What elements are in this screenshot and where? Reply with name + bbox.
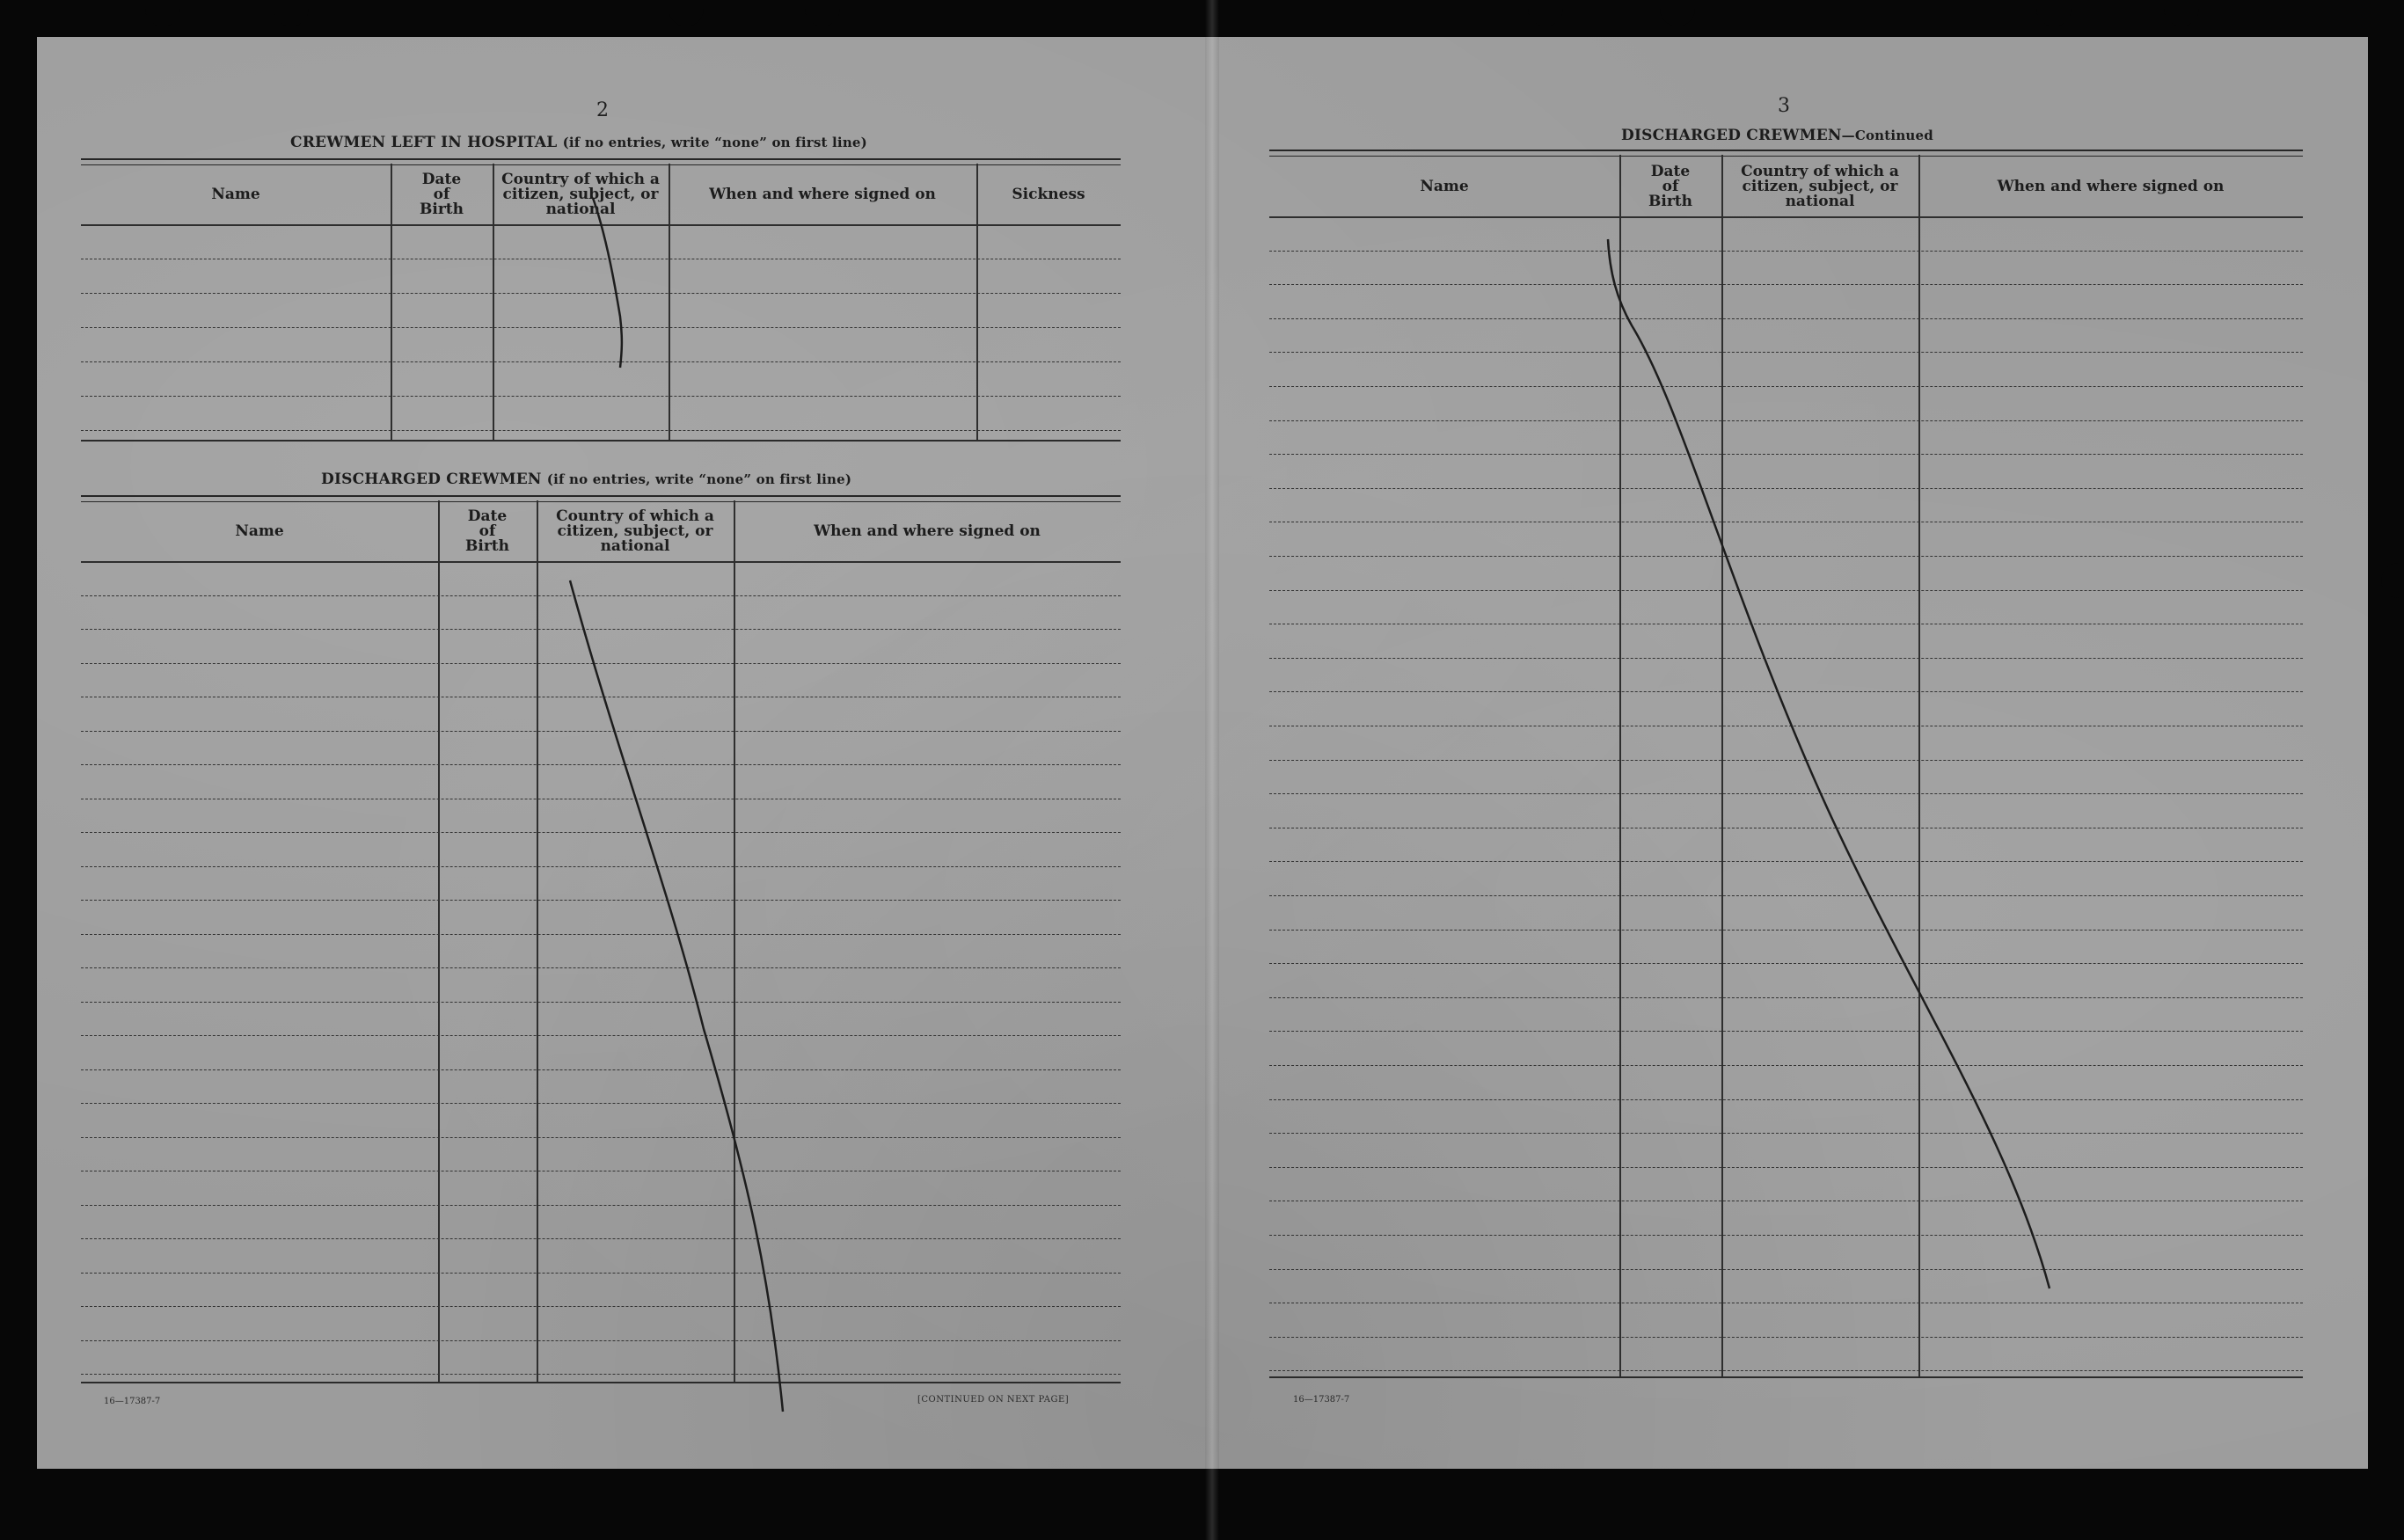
continued-title-bold: DISCHARGED CREWMEN: [1621, 127, 1842, 144]
column-header: Date of Birth: [465, 507, 509, 555]
pen-stroke-continued: [1608, 239, 2050, 1288]
column-header: Country of which a citizen, subject, or national: [556, 507, 714, 555]
hospital-title-note: (if no entries, write “none” on first line): [562, 135, 867, 150]
column-header: When and where signed on: [1997, 177, 2225, 195]
continued-note: [CONTINUED ON NEXT PAGE]: [917, 1395, 1070, 1405]
column-header: Sickness: [1012, 186, 1085, 203]
column-header: Country of which a citizen, subject, or national: [1741, 162, 1899, 210]
page-number-left: 2: [596, 99, 609, 121]
discharged-title-note: (if no entries, write “none” on first line): [546, 471, 852, 487]
column-header: Name: [211, 186, 260, 203]
column-header: When and where signed on: [709, 186, 936, 203]
column-header: Name: [235, 522, 284, 540]
column-header: Name: [1420, 177, 1469, 195]
footer-code-left: 16—17387-7: [104, 1397, 161, 1406]
discharged-title-bold: DISCHARGED CREWMEN: [321, 471, 542, 488]
hospital-title-bold: CREWMEN LEFT IN HOSPITAL: [290, 134, 558, 151]
column-header: Date of Birth: [420, 171, 464, 218]
footer-code-right: 16—17387-7: [1293, 1395, 1350, 1405]
pen-stroke-discharged: [570, 580, 783, 1412]
continued-title-suffix: —Continued: [1841, 128, 1933, 143]
column-header: Country of which a citizen, subject, or national: [501, 171, 660, 218]
page-number-right: 3: [1778, 95, 1790, 117]
pen-stroke-hospital: [593, 198, 622, 368]
column-header: Date of Birth: [1648, 162, 1692, 210]
column-header: When and where signed on: [814, 522, 1041, 540]
